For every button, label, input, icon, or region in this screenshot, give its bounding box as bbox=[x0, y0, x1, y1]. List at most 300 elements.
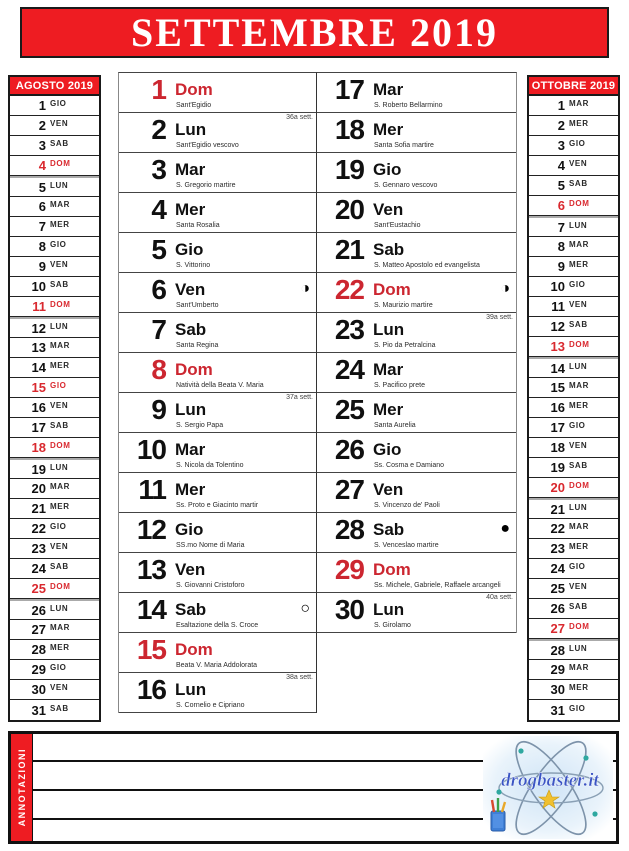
mini-day-row bbox=[10, 438, 99, 458]
mini-weekday-label: SAB bbox=[569, 602, 588, 611]
mini-day-number: 1 bbox=[557, 98, 565, 113]
mini-day-row bbox=[529, 156, 618, 176]
mini-day-row bbox=[529, 619, 618, 639]
mini-weekday-label: VEN bbox=[569, 582, 588, 591]
mini-weekday-label: GIO bbox=[50, 99, 67, 108]
mini-day-number: 12 bbox=[31, 320, 46, 336]
mini-weekday-label: MAR bbox=[50, 200, 71, 209]
day-number: 27 bbox=[334, 474, 364, 505]
mini-weekday-label: MER bbox=[569, 119, 589, 128]
day-number: 13 bbox=[136, 554, 166, 585]
day-row bbox=[317, 433, 516, 473]
mini-day-number: 6 bbox=[557, 198, 565, 213]
day-row bbox=[119, 193, 316, 233]
month-banner bbox=[20, 7, 609, 58]
saint-name: Natività della Beata V. Maria bbox=[176, 382, 264, 389]
day-row bbox=[317, 553, 516, 593]
day-row bbox=[119, 513, 316, 553]
day-number: 14 bbox=[136, 594, 166, 625]
mini-day-row bbox=[10, 156, 99, 176]
day-number: 17 bbox=[334, 74, 364, 105]
mini-day-row bbox=[10, 640, 99, 660]
mini-weekday-label: SAB bbox=[50, 703, 69, 713]
mini-day-row bbox=[529, 438, 618, 458]
weekday-label: Gio bbox=[373, 440, 402, 459]
day-number: 2 bbox=[151, 114, 166, 145]
mini-day-number: 12 bbox=[550, 319, 565, 334]
site-logo bbox=[483, 736, 613, 839]
saint-name: Beata V. Maria Addolorata bbox=[176, 662, 258, 669]
mini-weekday-label: DOM bbox=[569, 340, 590, 349]
day-row bbox=[119, 473, 316, 513]
mini-day-number: 17 bbox=[550, 420, 565, 435]
mini-weekday-label: LUN bbox=[50, 321, 69, 331]
mini-weekday-label: VEN bbox=[569, 159, 588, 168]
mini-weekday-label: LUN bbox=[569, 643, 588, 653]
day-number: 6 bbox=[151, 274, 166, 305]
mini-weekday-label: SAB bbox=[50, 280, 69, 289]
mini-day-row bbox=[10, 176, 99, 197]
day-row bbox=[317, 113, 516, 153]
mini-weekday-label: DOM bbox=[50, 441, 71, 450]
mini-day-row bbox=[529, 257, 618, 277]
mini-day-row bbox=[10, 660, 99, 680]
mini-day-number: 21 bbox=[550, 501, 565, 517]
mini-day-number: 9 bbox=[557, 259, 565, 274]
mini-day-row bbox=[529, 136, 618, 156]
mini-weekday-label: MER bbox=[569, 401, 589, 410]
mini-day-row bbox=[529, 599, 618, 619]
mini-day-number: 11 bbox=[32, 299, 46, 314]
mini-day-number: 19 bbox=[31, 461, 46, 477]
mini-day-number: 18 bbox=[31, 440, 46, 455]
saint-name: Esaltazione della S. Croce bbox=[176, 622, 259, 629]
mini-day-row bbox=[529, 277, 618, 297]
day-row bbox=[119, 593, 316, 633]
day-number: 5 bbox=[151, 234, 166, 265]
day-row bbox=[119, 673, 316, 713]
day-row bbox=[119, 553, 316, 593]
mini-day-row bbox=[10, 257, 99, 277]
saint-name: S. Gregorio martire bbox=[176, 182, 236, 189]
mini-day-number: 29 bbox=[550, 662, 565, 677]
mini-weekday-label: SAB bbox=[50, 139, 69, 148]
mini-weekday-label: GIO bbox=[569, 703, 586, 713]
day-row bbox=[119, 153, 316, 193]
mini-day-number: 2 bbox=[38, 118, 46, 133]
day-number: 3 bbox=[151, 154, 166, 185]
moon-phase-icon: ◑ bbox=[300, 280, 310, 297]
mini-day-row bbox=[529, 116, 618, 136]
mini-day-row bbox=[529, 519, 618, 539]
mini-day-row bbox=[529, 700, 618, 720]
mini-weekday-label: LUN bbox=[569, 361, 588, 371]
day-row bbox=[317, 73, 516, 113]
day-row bbox=[119, 313, 316, 353]
mini-day-row bbox=[529, 498, 618, 519]
saint-name: S. Matteo Apostolo ed evangelista bbox=[374, 262, 480, 269]
mini-day-number: 29 bbox=[31, 662, 46, 677]
mini-day-row bbox=[10, 297, 99, 317]
day-number: 24 bbox=[334, 354, 364, 385]
saint-name: Ss. Proto e Giacinto martir bbox=[176, 502, 259, 509]
mini-weekday-label: SAB bbox=[50, 562, 69, 571]
mini-weekday-label: LUN bbox=[50, 462, 69, 472]
mini-weekday-label: GIO bbox=[569, 562, 586, 571]
mini-day-row bbox=[10, 519, 99, 539]
mini-day-row bbox=[10, 680, 99, 700]
mini-day-row bbox=[529, 478, 618, 498]
mini-day-row bbox=[10, 317, 99, 338]
mini-day-number: 4 bbox=[557, 158, 565, 173]
main-calendar-days-17-30 bbox=[317, 72, 517, 633]
mini-weekday-label: VEN bbox=[50, 683, 69, 692]
mini-day-number: 4 bbox=[38, 158, 46, 173]
saint-name: S. Roberto Bellarmino bbox=[374, 102, 443, 109]
weekday-label: Ven bbox=[175, 560, 206, 579]
saint-name: Ss. Cosma e Damiano bbox=[374, 462, 445, 469]
mini-day-number: 13 bbox=[550, 339, 565, 354]
weekday-label: Sab bbox=[175, 320, 207, 339]
mini-weekday-label: MER bbox=[569, 542, 589, 551]
day-row bbox=[317, 153, 516, 193]
saint-name: S. Nicola da Tolentino bbox=[176, 462, 244, 469]
mini-day-row bbox=[529, 297, 618, 317]
mini-day-number: 14 bbox=[550, 360, 565, 376]
mini-weekday-label: VEN bbox=[569, 441, 588, 450]
day-number: 9 bbox=[151, 394, 166, 425]
mini-day-number: 21 bbox=[31, 501, 46, 516]
day-number: 30 bbox=[334, 594, 364, 625]
mini-weekday-label: SAB bbox=[569, 179, 588, 188]
mini-day-number: 28 bbox=[31, 642, 46, 657]
mini-weekday-label: DOM bbox=[569, 481, 590, 490]
weekday-label: Sab bbox=[373, 520, 405, 539]
mini-day-number: 24 bbox=[31, 561, 46, 576]
week-number-label: 39a sett. bbox=[486, 314, 513, 321]
saint-name: Sant'Egidio vescovo bbox=[176, 142, 239, 149]
mini-weekday-label: MER bbox=[569, 260, 589, 269]
mini-day-number: 25 bbox=[550, 581, 565, 596]
weekday-label: Gio bbox=[373, 160, 402, 179]
mini-day-number: 26 bbox=[31, 602, 46, 618]
mini-day-row bbox=[529, 96, 618, 116]
day-row bbox=[119, 273, 316, 313]
mini-weekday-label: SAB bbox=[569, 320, 588, 329]
mini-day-number: 16 bbox=[31, 400, 46, 415]
page-title: SETTEMBRE 2019 bbox=[131, 10, 498, 55]
mini-day-row bbox=[10, 237, 99, 257]
moon-phase-icon: ◑ bbox=[500, 280, 510, 297]
mini-day-row bbox=[529, 398, 618, 418]
saint-name: Santa Aurelia bbox=[374, 422, 416, 429]
day-number: 10 bbox=[136, 434, 166, 465]
weekday-label: Gio bbox=[175, 240, 204, 259]
day-number: 4 bbox=[151, 194, 166, 225]
day-number: 15 bbox=[136, 634, 166, 665]
mini-weekday-label: DOM bbox=[50, 582, 71, 591]
day-number: 19 bbox=[334, 154, 364, 185]
mini-weekday-label: VEN bbox=[50, 119, 69, 128]
weekday-label: Ven bbox=[175, 280, 206, 299]
day-number: 16 bbox=[136, 674, 166, 705]
mini-day-number: 7 bbox=[38, 219, 46, 234]
mini-day-number: 16 bbox=[550, 400, 565, 415]
mini-weekday-label: MER bbox=[50, 502, 70, 511]
weekday-label: Mar bbox=[373, 80, 404, 99]
weekday-label: Sab bbox=[175, 600, 207, 619]
day-row bbox=[317, 233, 516, 273]
mini-day-number: 19 bbox=[550, 460, 565, 475]
mini-weekday-label: MER bbox=[50, 220, 70, 229]
mini-weekday-label: MAR bbox=[569, 663, 590, 672]
mini-day-row bbox=[10, 559, 99, 579]
saint-name: S. Venceslao martire bbox=[374, 542, 439, 549]
mini-calendar-august-days bbox=[10, 96, 99, 720]
mini-day-row bbox=[10, 479, 99, 499]
mini-weekday-label: MAR bbox=[50, 482, 71, 491]
day-number: 1 bbox=[151, 74, 166, 105]
saint-name: S. Vittorino bbox=[176, 262, 211, 269]
day-row bbox=[317, 393, 516, 433]
mini-day-number: 28 bbox=[550, 642, 565, 658]
mini-day-number: 30 bbox=[31, 682, 46, 697]
day-row bbox=[317, 473, 516, 513]
mini-day-number: 14 bbox=[31, 360, 46, 375]
mini-day-number: 9 bbox=[38, 259, 46, 274]
mini-day-number: 23 bbox=[31, 541, 46, 556]
mini-day-number: 5 bbox=[38, 179, 46, 195]
mini-day-row bbox=[10, 116, 99, 136]
mini-day-row bbox=[10, 96, 99, 116]
mini-day-number: 27 bbox=[31, 622, 46, 637]
mini-day-number: 31 bbox=[550, 702, 565, 718]
day-row bbox=[119, 233, 316, 273]
mini-weekday-label: LUN bbox=[569, 502, 588, 512]
mini-weekday-label: MER bbox=[50, 643, 70, 652]
mini-day-number: 20 bbox=[550, 480, 565, 495]
mini-day-row bbox=[529, 357, 618, 378]
weekday-label: Dom bbox=[175, 640, 213, 659]
mini-day-number: 30 bbox=[550, 682, 565, 697]
mini-weekday-label: VEN bbox=[50, 260, 69, 269]
mini-weekday-label: GIO bbox=[50, 663, 67, 672]
day-number: 7 bbox=[151, 314, 166, 345]
mini-calendar-august-title: AGOSTO 2019 bbox=[10, 77, 99, 96]
saint-name: S. Cornelio e Cipriano bbox=[176, 702, 245, 709]
weekday-label: Ven bbox=[373, 200, 404, 219]
day-row bbox=[317, 513, 516, 553]
mini-day-number: 10 bbox=[550, 279, 565, 294]
mini-day-row bbox=[529, 660, 618, 680]
day-number: 22 bbox=[334, 274, 364, 305]
mini-day-row bbox=[529, 196, 618, 216]
mini-day-number: 8 bbox=[557, 239, 565, 254]
mini-day-number: 6 bbox=[38, 199, 46, 214]
mini-calendar-october-title: OTTOBRE 2019 bbox=[529, 77, 618, 96]
mini-weekday-label: LUN bbox=[50, 180, 69, 190]
mini-day-number: 13 bbox=[31, 340, 46, 355]
mini-weekday-label: DOM bbox=[569, 622, 590, 631]
mini-day-row bbox=[529, 378, 618, 398]
saint-name: Sant'Egidio bbox=[176, 102, 212, 109]
mini-weekday-label: VEN bbox=[50, 542, 69, 551]
saint-name: S. Pio da Petralcina bbox=[374, 342, 436, 349]
mini-day-row bbox=[529, 639, 618, 660]
mini-day-number: 7 bbox=[557, 219, 565, 235]
mini-weekday-label: VEN bbox=[50, 401, 69, 410]
day-row bbox=[119, 113, 316, 153]
mini-weekday-label: DOM bbox=[569, 199, 590, 208]
mini-day-number: 15 bbox=[550, 380, 565, 395]
mini-weekday-label: GIO bbox=[50, 381, 67, 390]
mini-weekday-label: DOM bbox=[50, 300, 71, 309]
mini-weekday-label: GIO bbox=[569, 421, 586, 430]
saint-name: Santa Sofia martire bbox=[374, 142, 434, 149]
weekday-label: Ven bbox=[373, 480, 404, 499]
saint-name: S. Girolamo bbox=[374, 622, 411, 629]
mini-day-number: 22 bbox=[550, 521, 565, 536]
logo-text: drogbaster.it bbox=[501, 770, 599, 791]
weekday-label: Lun bbox=[175, 400, 207, 419]
mini-day-number: 2 bbox=[557, 118, 565, 133]
mini-day-number: 18 bbox=[550, 440, 565, 455]
day-row bbox=[119, 633, 316, 673]
mini-day-row bbox=[10, 378, 99, 398]
mini-day-number: 25 bbox=[31, 581, 46, 596]
mini-day-number: 5 bbox=[557, 178, 565, 193]
mini-day-number: 3 bbox=[557, 138, 565, 153]
day-row bbox=[119, 353, 316, 393]
mini-day-row bbox=[529, 539, 618, 559]
mini-day-row bbox=[529, 680, 618, 700]
saint-name: S. Giovanni Cristoforo bbox=[176, 582, 245, 589]
weekday-label: Mar bbox=[175, 440, 206, 459]
mini-day-row bbox=[10, 418, 99, 438]
weekday-label: Mer bbox=[373, 120, 404, 139]
main-calendar-days-1-16 bbox=[118, 72, 317, 713]
mini-day-row bbox=[529, 579, 618, 599]
moon-phase-icon: ● bbox=[500, 520, 510, 537]
mini-day-number: 8 bbox=[38, 239, 46, 254]
mini-weekday-label: GIO bbox=[569, 139, 586, 148]
mini-day-row bbox=[10, 499, 99, 519]
saint-name: S. Vincenzo de' Paoli bbox=[374, 502, 440, 509]
mini-day-row bbox=[529, 337, 618, 357]
mini-calendar-august bbox=[8, 75, 101, 722]
day-row bbox=[317, 313, 516, 353]
day-number: 12 bbox=[136, 514, 166, 545]
saint-name: Ss. Michele, Gabriele, Raffaele arcangeli bbox=[374, 582, 501, 589]
day-number: 11 bbox=[138, 474, 166, 505]
mini-day-row bbox=[10, 579, 99, 599]
day-number: 25 bbox=[334, 394, 364, 425]
day-number: 20 bbox=[334, 194, 364, 225]
weekday-label: Lun bbox=[175, 680, 207, 699]
mini-day-row bbox=[529, 216, 618, 237]
day-row bbox=[317, 353, 516, 393]
mini-weekday-label: MAR bbox=[50, 341, 71, 350]
week-number-label: 38a sett. bbox=[286, 674, 313, 681]
mini-day-number: 26 bbox=[550, 601, 565, 616]
weekday-label: Lun bbox=[175, 120, 207, 139]
mini-day-number: 10 bbox=[31, 279, 46, 294]
mini-weekday-label: MAR bbox=[569, 381, 590, 390]
weekday-label: Mer bbox=[175, 200, 206, 219]
mini-day-row bbox=[10, 599, 99, 620]
mini-day-row bbox=[10, 398, 99, 418]
mini-day-number: 22 bbox=[31, 521, 46, 536]
mini-day-row bbox=[529, 418, 618, 438]
day-number: 21 bbox=[334, 234, 364, 265]
mini-weekday-label: SAB bbox=[50, 421, 69, 430]
mini-weekday-label: LUN bbox=[50, 603, 69, 613]
weekday-label: Lun bbox=[373, 320, 405, 339]
mini-day-row bbox=[529, 237, 618, 257]
saint-name: Sant'Eustachio bbox=[374, 222, 421, 229]
mini-weekday-label: VEN bbox=[569, 300, 588, 309]
weekday-label: Dom bbox=[373, 560, 411, 579]
moon-phase-icon: ○ bbox=[300, 600, 310, 617]
day-row bbox=[317, 273, 516, 313]
mini-weekday-label: MER bbox=[569, 683, 589, 692]
mini-calendar-october bbox=[527, 75, 620, 722]
mini-day-row bbox=[10, 700, 99, 720]
mini-weekday-label: GIO bbox=[50, 522, 67, 531]
mini-weekday-label: GIO bbox=[50, 240, 67, 249]
mini-weekday-label: MER bbox=[50, 361, 70, 370]
weekday-label: Mar bbox=[373, 360, 404, 379]
day-number: 26 bbox=[334, 434, 364, 465]
mini-weekday-label: DOM bbox=[50, 159, 71, 168]
mini-day-row bbox=[10, 277, 99, 297]
day-row bbox=[317, 193, 516, 233]
saint-name: Santa Regina bbox=[176, 342, 219, 349]
mini-day-number: 17 bbox=[31, 420, 46, 435]
mini-day-row bbox=[529, 458, 618, 478]
main-calendar bbox=[118, 72, 518, 713]
day-row bbox=[119, 73, 316, 113]
mini-day-number: 11 bbox=[551, 299, 565, 314]
weekday-label: Dom bbox=[175, 360, 213, 379]
mini-day-row bbox=[529, 176, 618, 196]
weekday-label: Lun bbox=[373, 600, 405, 619]
week-number-label: 37a sett. bbox=[286, 394, 313, 401]
mini-weekday-label: MAR bbox=[569, 522, 590, 531]
weekday-label: Mar bbox=[175, 160, 206, 179]
weekday-label: Dom bbox=[373, 280, 411, 299]
day-number: 8 bbox=[151, 354, 166, 385]
day-number: 23 bbox=[334, 314, 364, 345]
mini-day-row bbox=[10, 620, 99, 640]
mini-day-number: 23 bbox=[550, 541, 565, 556]
mini-day-number: 27 bbox=[550, 621, 565, 636]
mini-weekday-label: LUN bbox=[569, 220, 588, 230]
day-row bbox=[119, 393, 316, 433]
mini-weekday-label: MAR bbox=[50, 623, 71, 632]
mini-day-row bbox=[10, 338, 99, 358]
day-number: 28 bbox=[334, 514, 364, 545]
week-number-label: 40a sett. bbox=[486, 594, 513, 601]
mini-day-row bbox=[10, 358, 99, 378]
saint-name: Sant'Umberto bbox=[176, 302, 219, 309]
mini-weekday-label: SAB bbox=[569, 461, 588, 470]
day-row bbox=[119, 433, 316, 473]
mini-day-row bbox=[10, 136, 99, 156]
mini-day-row bbox=[10, 539, 99, 559]
mini-weekday-label: MAR bbox=[569, 99, 590, 108]
mini-weekday-label: MAR bbox=[569, 240, 590, 249]
